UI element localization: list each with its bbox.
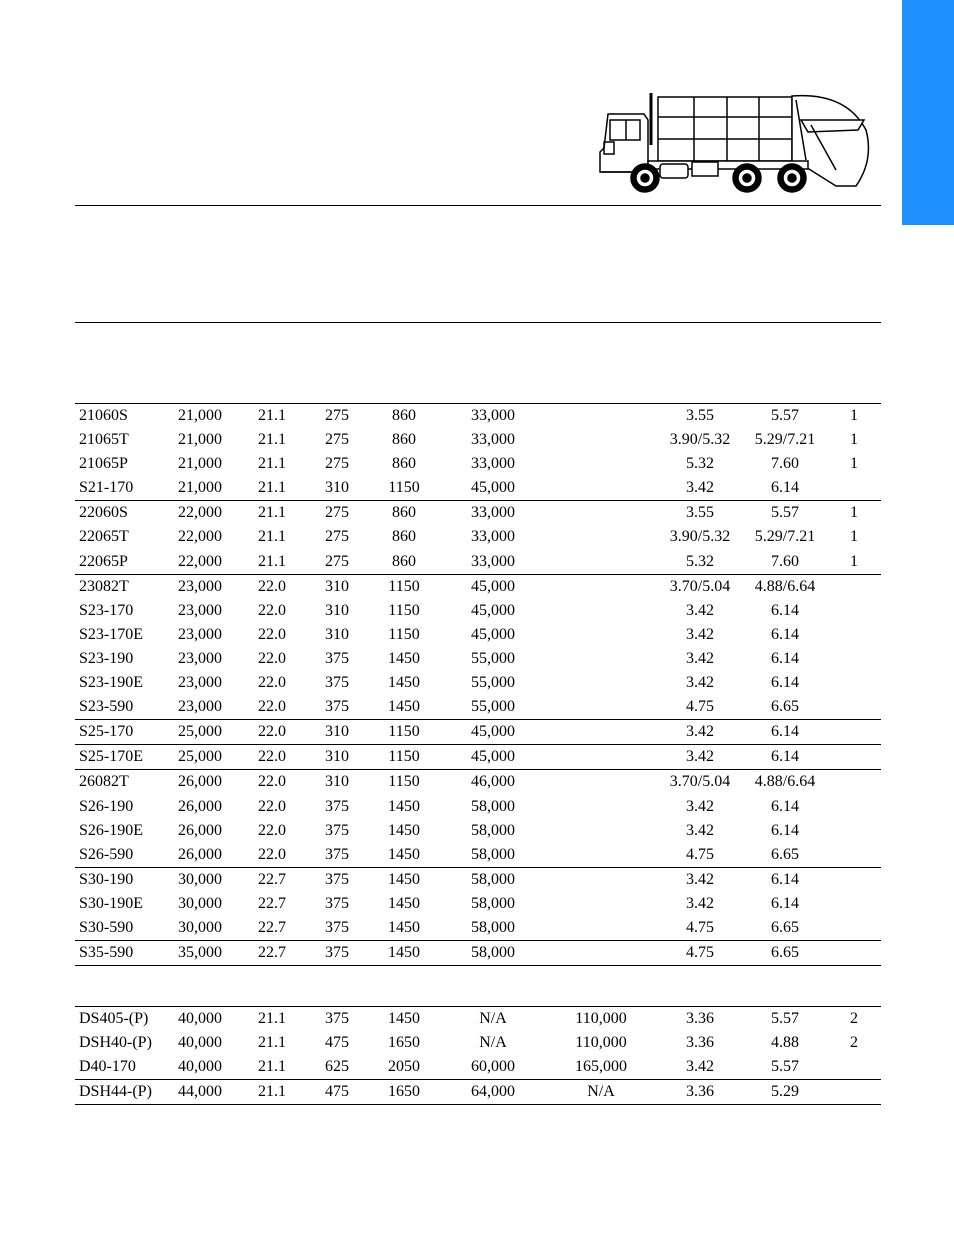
table-cell: S23-590 (79, 698, 134, 716)
table-cell: 46,000 (471, 773, 515, 791)
table-row (75, 770, 881, 794)
table-cell: 3.70/5.04 (669, 773, 731, 791)
table-cell: 44,000 (178, 1083, 222, 1101)
table-cell: 1450 (388, 821, 420, 839)
table-cell: 2050 (388, 1058, 420, 1076)
table-cell: 275 (325, 504, 349, 522)
table-row (75, 428, 881, 452)
table-cell: 625 (325, 1058, 349, 1076)
table-cell: 22.0 (258, 577, 286, 595)
refuse-truck-image (596, 90, 874, 196)
table-cell: 1150 (388, 773, 420, 791)
table-cell: 1 (850, 504, 858, 522)
table-cell: S30-190E (79, 894, 143, 912)
table-cell: 58,000 (471, 894, 515, 912)
table-cell: 1450 (388, 797, 420, 815)
table-cell: N/A (479, 1034, 507, 1052)
table-cell: 23,000 (178, 698, 222, 716)
table-cell: 310 (325, 601, 349, 619)
table-cell: 22.0 (258, 674, 286, 692)
row-group (75, 574, 881, 720)
table-cell: 275 (325, 528, 349, 546)
table-cell: 375 (325, 821, 349, 839)
table-cell: 22.0 (258, 601, 286, 619)
table-cell: DSH40-(P) (79, 1034, 152, 1052)
table-cell: S23-170E (79, 625, 143, 643)
table-row (75, 819, 881, 843)
table-cell: 4.75 (686, 698, 714, 716)
table-cell: 22065P (79, 552, 128, 570)
table-cell: 6.14 (771, 674, 799, 692)
table-cell: 3.90/5.32 (669, 431, 731, 449)
table-cell: 2 (850, 1010, 858, 1027)
table-row (75, 671, 881, 695)
table-cell: 3.42 (686, 870, 714, 888)
table-cell: 26,000 (178, 797, 222, 815)
table-cell: 310 (325, 577, 349, 595)
table-cell: 1450 (388, 649, 420, 667)
table-cell: 5.57 (771, 504, 799, 522)
specs-table-tandem-axle (75, 1006, 881, 1105)
table-cell: 22.0 (258, 821, 286, 839)
table-cell: 33,000 (471, 504, 515, 522)
table-cell: 23,000 (178, 625, 222, 643)
table-cell: 58,000 (471, 821, 515, 839)
table-cell: 23,000 (178, 601, 222, 619)
table-cell: 40,000 (178, 1034, 222, 1052)
table-cell: 310 (325, 625, 349, 643)
table-cell: 6.14 (771, 870, 799, 888)
table-cell: 1450 (388, 674, 420, 692)
table-cell: 4.88 (771, 1034, 799, 1052)
table-cell: 6.14 (771, 479, 799, 497)
table-cell: 26082T (79, 773, 129, 791)
table-cell: 5.32 (686, 552, 714, 570)
table-cell: 22.7 (258, 918, 286, 936)
section-tab (902, 0, 954, 225)
table-cell: 1650 (388, 1083, 420, 1101)
table-cell: 22.0 (258, 845, 286, 863)
table-cell: 22.0 (258, 649, 286, 667)
table-cell: 860 (392, 552, 416, 570)
table-cell: 21.1 (258, 504, 286, 522)
table-cell: 45,000 (471, 748, 515, 766)
table-cell: 5.32 (686, 455, 714, 473)
table-cell: 21065T (79, 431, 129, 449)
table-cell: 1450 (388, 845, 420, 863)
table-cell: 310 (325, 723, 349, 741)
table-cell: 33,000 (471, 407, 515, 424)
table-cell: 21.1 (258, 1083, 286, 1101)
table-cell: 7.60 (771, 455, 799, 473)
table-cell: 375 (325, 698, 349, 716)
table-cell: 22.0 (258, 797, 286, 815)
table-cell: 25,000 (178, 723, 222, 741)
table-cell: 3.55 (686, 504, 714, 522)
table-row (75, 501, 881, 525)
table-cell: 1450 (388, 894, 420, 912)
table-cell: 1650 (388, 1034, 420, 1052)
table-cell: 3.42 (686, 1058, 714, 1076)
table-cell: 375 (325, 845, 349, 863)
row-group (75, 719, 881, 744)
table-cell: 275 (325, 552, 349, 570)
table-cell: 45,000 (471, 625, 515, 643)
table-cell: 35,000 (178, 944, 222, 962)
table-cell: 3.70/5.04 (669, 577, 731, 595)
table-cell: 22.7 (258, 944, 286, 962)
table-cell: 375 (325, 649, 349, 667)
row-group (75, 1006, 881, 1079)
table-cell: 26,000 (178, 845, 222, 863)
table-cell: 3.90/5.32 (669, 528, 731, 546)
table-row (75, 843, 881, 867)
table-cell: 55,000 (471, 698, 515, 716)
table-cell: 4.88/6.64 (754, 577, 816, 595)
table-cell: 22.7 (258, 870, 286, 888)
table-cell: 33,000 (471, 455, 515, 473)
table-cell: 45,000 (471, 601, 515, 619)
table-cell: 21.1 (258, 1058, 286, 1076)
table-cell: 375 (325, 797, 349, 815)
table-cell: 375 (325, 674, 349, 692)
table-cell: 6.14 (771, 649, 799, 667)
table-row (75, 892, 881, 916)
table-cell: 5.57 (771, 1058, 799, 1076)
table-cell: 6.14 (771, 894, 799, 912)
table-cell: 22.0 (258, 698, 286, 716)
table-cell: 860 (392, 407, 416, 424)
table-cell: 3.42 (686, 748, 714, 766)
row-group (75, 500, 881, 573)
table-cell: 1150 (388, 479, 420, 497)
table-cell: 1 (850, 455, 858, 473)
table-cell: 5.29/7.21 (754, 431, 816, 449)
table-cell: 21.1 (258, 479, 286, 497)
table-cell: 375 (325, 1010, 349, 1027)
table-cell: 375 (325, 894, 349, 912)
table-cell: 58,000 (471, 944, 515, 962)
table-cell: 21.1 (258, 1034, 286, 1052)
table-cell: 1450 (388, 870, 420, 888)
table-cell: 275 (325, 455, 349, 473)
table-cell: 475 (325, 1083, 349, 1101)
table-cell: 22,000 (178, 552, 222, 570)
table-cell: 310 (325, 479, 349, 497)
table-cell: 3.42 (686, 601, 714, 619)
table-cell: 6.65 (771, 918, 799, 936)
table-cell: 860 (392, 528, 416, 546)
table-cell: 22.0 (258, 773, 286, 791)
table-cell: 30,000 (178, 870, 222, 888)
table-cell: S23-190E (79, 674, 143, 692)
table-cell: 1 (850, 528, 858, 546)
table-row (75, 404, 881, 428)
table-row (75, 550, 881, 574)
table-cell: 5.29 (771, 1083, 799, 1101)
table-row (75, 745, 881, 769)
table-cell: 21.1 (258, 431, 286, 449)
table-cell: 3.42 (686, 723, 714, 741)
row-group (75, 940, 881, 966)
table-row (75, 720, 881, 744)
table-cell: 58,000 (471, 918, 515, 936)
table-cell: 3.42 (686, 894, 714, 912)
table-cell: 375 (325, 944, 349, 962)
table-cell: 22,000 (178, 504, 222, 522)
table-cell: 45,000 (471, 479, 515, 497)
table-cell: 21.1 (258, 528, 286, 546)
table-row (75, 476, 881, 500)
row-group (75, 867, 881, 940)
table-cell: 21,000 (178, 479, 222, 497)
table-cell: 6.14 (771, 601, 799, 619)
table-cell: 1 (850, 431, 858, 449)
table-cell: 21,000 (178, 431, 222, 449)
table-cell: 3.36 (686, 1034, 714, 1052)
table-cell: 6.14 (771, 797, 799, 815)
table-cell: 3.42 (686, 797, 714, 815)
table-cell: 3.42 (686, 649, 714, 667)
table-cell: 375 (325, 870, 349, 888)
table-cell: 64,000 (471, 1083, 515, 1101)
table-cell: 6.65 (771, 845, 799, 863)
table-row (75, 623, 881, 647)
table-cell: N/A (479, 1010, 507, 1027)
table-cell: 25,000 (178, 748, 222, 766)
table-cell: 375 (325, 918, 349, 936)
table-cell: 6.14 (771, 723, 799, 741)
table-cell: 22,000 (178, 528, 222, 546)
table-cell: 22.0 (258, 625, 286, 643)
table-cell: 860 (392, 504, 416, 522)
table-cell: 1150 (388, 577, 420, 595)
table-cell: 4.75 (686, 918, 714, 936)
table-cell: 21.1 (258, 407, 286, 424)
table-cell: 7.60 (771, 552, 799, 570)
table-row (75, 695, 881, 719)
table-cell: 4.88/6.64 (754, 773, 816, 791)
table-cell: 22.0 (258, 723, 286, 741)
table-cell: DSH44-(P) (79, 1083, 152, 1101)
table-row (75, 599, 881, 623)
table-cell: 3.42 (686, 821, 714, 839)
table-cell: 3.36 (686, 1083, 714, 1101)
table-cell: 58,000 (471, 797, 515, 815)
table-cell: S30-590 (79, 918, 134, 936)
table-cell: 21,000 (178, 407, 222, 424)
table-cell: 21.1 (258, 552, 286, 570)
table-cell: 33,000 (471, 431, 515, 449)
table-cell: 310 (325, 773, 349, 791)
table-cell: S30-190 (79, 870, 134, 888)
table-cell: 1450 (388, 944, 420, 962)
table-cell: 1150 (388, 625, 420, 643)
table-row (75, 916, 881, 940)
table-cell: 55,000 (471, 649, 515, 667)
table-cell: 22060S (79, 504, 128, 522)
table-cell: 33,000 (471, 528, 515, 546)
table-cell: N/A (587, 1083, 615, 1101)
table-cell: 1450 (388, 1010, 420, 1027)
table-cell: 275 (325, 431, 349, 449)
table-cell: 6.14 (771, 625, 799, 643)
row-group (75, 769, 881, 866)
table-cell: 110,000 (575, 1034, 627, 1052)
table-cell: 275 (325, 407, 349, 424)
table-cell: 1150 (388, 723, 420, 741)
table-cell: 55,000 (471, 674, 515, 692)
table-row (75, 868, 881, 892)
table-cell: 1450 (388, 918, 420, 936)
table-row (75, 941, 881, 965)
table-cell: 3.36 (686, 1010, 714, 1027)
table-cell: 23,000 (178, 674, 222, 692)
table-cell: 23,000 (178, 649, 222, 667)
table-cell: 40,000 (178, 1058, 222, 1076)
table-cell: 1150 (388, 748, 420, 766)
table-cell: S23-170 (79, 601, 134, 619)
table-cell: DS405-(P) (79, 1010, 149, 1027)
table-cell: 21060S (79, 407, 128, 424)
table-cell: 310 (325, 748, 349, 766)
table-cell: 3.42 (686, 625, 714, 643)
table-row (75, 1055, 881, 1079)
table-cell: 22065T (79, 528, 129, 546)
table-cell: 6.14 (771, 748, 799, 766)
table-cell: S23-190 (79, 649, 134, 667)
table-row (75, 575, 881, 599)
header-divider-bottom (75, 322, 881, 323)
table-cell: 21,000 (178, 455, 222, 473)
table-cell: 3.42 (686, 479, 714, 497)
table-cell: 30,000 (178, 918, 222, 936)
table-cell: 23,000 (178, 577, 222, 595)
table-cell: 5.29/7.21 (754, 528, 816, 546)
table-cell: 860 (392, 455, 416, 473)
table-cell: 6.65 (771, 698, 799, 716)
table-cell: 110,000 (575, 1010, 627, 1027)
table-row (75, 795, 881, 819)
table-row (75, 1080, 881, 1104)
table-cell: 21.1 (258, 455, 286, 473)
row-group (75, 1079, 881, 1105)
header-divider-top (75, 205, 881, 206)
table-cell: 23082T (79, 577, 129, 595)
table-cell: 40,000 (178, 1010, 222, 1027)
table-cell: 4.75 (686, 845, 714, 863)
table-cell: 45,000 (471, 723, 515, 741)
table-cell: 5.57 (771, 407, 799, 424)
table-cell: 4.75 (686, 944, 714, 962)
table-cell: 58,000 (471, 845, 515, 863)
table-cell: 33,000 (471, 552, 515, 570)
table-cell: S26-590 (79, 845, 134, 863)
table-cell: 22.0 (258, 748, 286, 766)
table-cell: 3.55 (686, 407, 714, 424)
table-cell: 1 (850, 552, 858, 570)
table-cell: 58,000 (471, 870, 515, 888)
table-cell: S26-190 (79, 797, 134, 815)
table-row (75, 452, 881, 476)
table-cell: S25-170 (79, 723, 134, 741)
row-group (75, 403, 881, 500)
table-cell: 22.7 (258, 894, 286, 912)
table-cell: 1150 (388, 601, 420, 619)
table-cell: S35-590 (79, 944, 134, 962)
table-cell: 2 (850, 1034, 858, 1052)
table-cell: 26,000 (178, 773, 222, 791)
table-cell: S21-170 (79, 479, 134, 497)
table-cell: 6.14 (771, 821, 799, 839)
table-row (75, 1031, 881, 1055)
table-cell: 5.57 (771, 1010, 799, 1027)
table-row (75, 1007, 881, 1031)
table-cell: 165,000 (575, 1058, 627, 1076)
table-cell: 475 (325, 1034, 349, 1052)
table-row (75, 647, 881, 671)
table-cell: S25-170E (79, 748, 143, 766)
table-cell: 3.42 (686, 674, 714, 692)
table-cell: 26,000 (178, 821, 222, 839)
table-cell: 21065P (79, 455, 128, 473)
table-cell: 30,000 (178, 894, 222, 912)
table-cell: 1450 (388, 698, 420, 716)
table-cell: 21.1 (258, 1010, 286, 1027)
table-cell: D40-170 (79, 1058, 136, 1076)
table-cell: 1 (850, 407, 858, 424)
specs-table-single-axle (75, 403, 881, 966)
table-cell: S26-190E (79, 821, 143, 839)
table-cell: 60,000 (471, 1058, 515, 1076)
row-group (75, 744, 881, 769)
table-cell: 45,000 (471, 577, 515, 595)
table-row (75, 525, 881, 549)
table-cell: 860 (392, 431, 416, 449)
table-cell: 6.65 (771, 944, 799, 962)
